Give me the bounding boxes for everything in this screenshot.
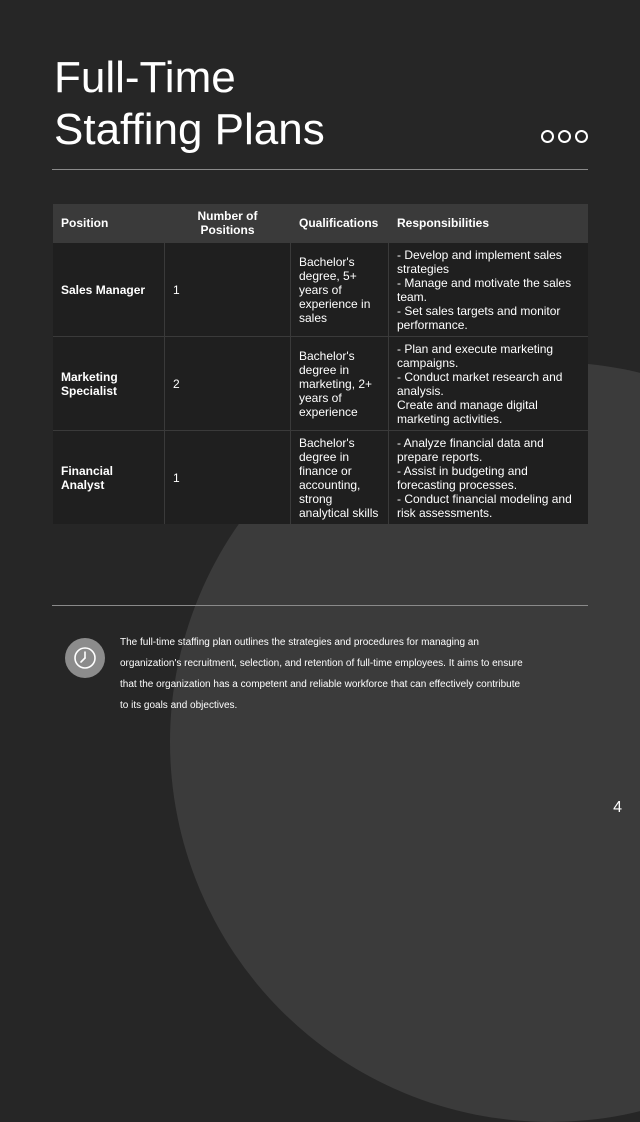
- header-number-of-positions: Number of Positions: [165, 204, 291, 243]
- header-qualifications: Qualifications: [291, 204, 389, 243]
- cell-position: Marketing Specialist: [53, 337, 165, 431]
- top-divider: [52, 169, 588, 170]
- summary-text: The full-time staffing plan outlines the strategies and procedures for managing an organization's recruitment, selection, and retention of full-time employees. It aims to ensure that the organization has a competent and reliable workforce that can effectively contribute to its goals and objectives.: [120, 637, 523, 711]
- table-header-row: [53, 204, 588, 243]
- cell-qualifications: Bachelor's degree in finance or accounting, strong analytical skills: [291, 431, 389, 525]
- dot-icon: [575, 130, 588, 143]
- cell-count: 1: [165, 243, 291, 337]
- dot-icon: [558, 130, 571, 143]
- table-row: [53, 243, 588, 337]
- cell-responsibilities: - Develop and implement sales strategies - Manage and motivate the sales team. - Set sales targets and monitor performance.: [389, 243, 589, 337]
- dot-icon: [541, 130, 554, 143]
- clock-icon: [65, 638, 105, 678]
- table-row: [53, 337, 588, 431]
- cell-count: 1: [165, 431, 291, 525]
- cell-position: Sales Manager: [53, 243, 165, 337]
- cell-count: 2: [165, 337, 291, 431]
- page-title-line-2: Staffing Plans: [54, 105, 325, 154]
- staffing-table: [53, 204, 588, 524]
- cell-qualifications: Bachelor's degree, 5+ years of experience in sales: [291, 243, 389, 337]
- header-position: Position: [53, 204, 165, 243]
- cell-position: Financial Analyst: [53, 431, 165, 525]
- page-number: 4: [613, 799, 622, 816]
- bottom-divider: [52, 605, 588, 606]
- header-responsibilities: Responsibilities: [389, 204, 589, 243]
- page-title-line-1: Full-Time: [54, 53, 236, 102]
- cell-responsibilities: - Analyze financial data and prepare reports. - Assist in budgeting and forecasting processes. - Conduct financial modeling and risk assessments.: [389, 431, 589, 525]
- cell-qualifications: Bachelor's degree in marketing, 2+ years of experience: [291, 337, 389, 431]
- table-row: [53, 431, 588, 525]
- page-title: [54, 52, 474, 156]
- more-options-icon: [541, 130, 588, 143]
- cell-responsibilities: - Plan and execute marketing campaigns. - Conduct market research and analysis. Create and manage digital marketing activities.: [389, 337, 589, 431]
